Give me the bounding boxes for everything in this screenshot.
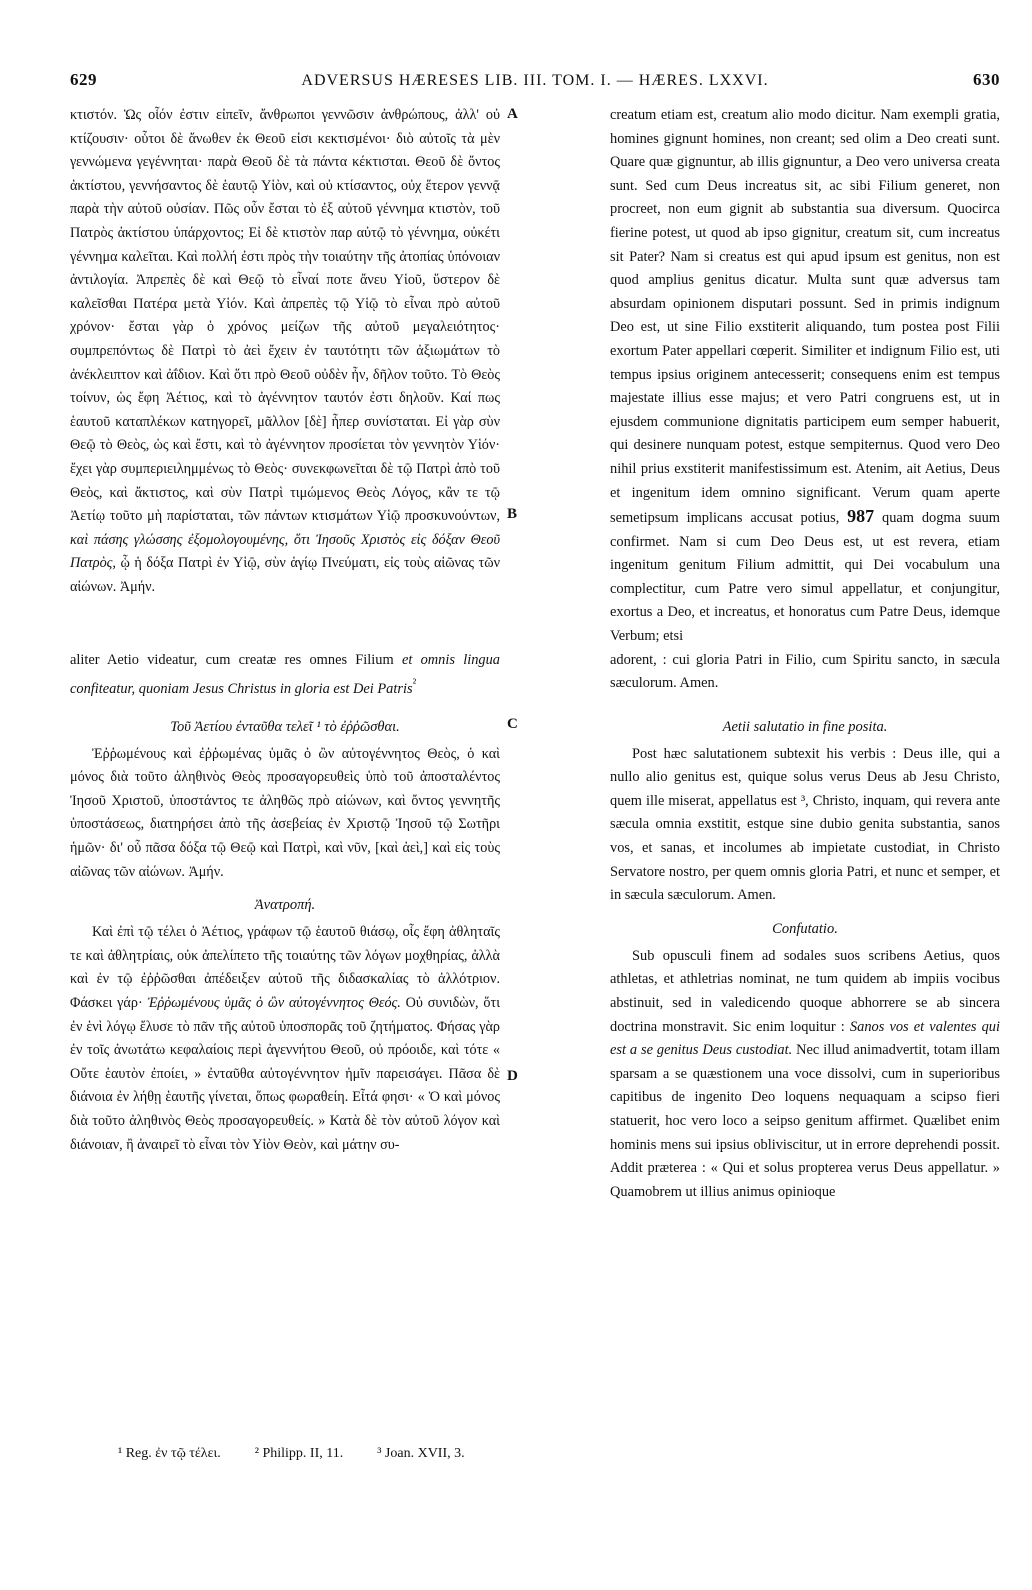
greek-p3-end: Οὐ συνιδὼν, ὅτι ἐν ἑνὶ λόγῳ ἔλυσε τὸ πᾶν τῆς αὐτοῦ ὑποσπορᾶς τοῦ ζητήματος. Φήσας γὰρ ἐν τοῖς ἀνωτάτω κεφαλαίοις περὶ ἀγεννήτου Θεοῦ, οὐ πρόοιδε, καὶ τότε « Οὔτε ἑαυτὸν ἐποίει, » ἐνταῦθα αὐτογέννητον ἡμῖν παρεισάγει. Πᾶσα δὲ διάνοια ἐν λήθῃ ἑαυτῆς γίνεται, ὅπως φωραθείη. Εἶτά φησι· « Ὁ καὶ μόνος διὰ τοῦτο ἀληθινὸς Θεὸς προσαγορευθείς. » Κατὰ δὲ τὸν αὐτοῦ λόγον καὶ διάνοιαν, ἢ ἀναιρεῖ τὸ εἶναι τὸν Υἱὸν Θεὸν, καὶ μάτην συ- [70, 994, 501, 1153]
greek-italic-quote: καὶ πάσης γλώσσης ἐξομολογουμένης, ὅτι Ἰησοῦς Χριστὸς εἰς δόξαν Θεοῦ Πατρὸς, [70, 531, 500, 572]
footnotes [118, 1446, 465, 1462]
greek-lower-column [70, 706, 500, 1205]
margin-marker-a: A [507, 106, 518, 122]
footnote-3: ³ Joan. XVII, 3. [377, 1446, 465, 1461]
greek-text: κτιστόν. Ὡς οἷόν ἐστιν εἰπεῖν, ἄνθρωποι γεννῶσιν ἀνθρώπους, ἀλλ' οὐ κτίζουσιν· οὗτοι δὲ ἄνωθεν ἐκ Θεοῦ εἰσι κεκτισμένοι· διὸ αὐτοῖς τὰ μὲν γεννώμενα γεγέννηται· παρὰ Θεοῦ δὲ τὰ πάντα κέκτισται. Θεοῦ δὲ ὄντος ἀκτίστου, γεννήσαντος δὲ ἑαυτῷ Υἱὸν, καὶ οὐ κτίσαντος, οὐχ ἕτερον γεννᾷ παρὰ τὴν αὐτοῦ οὐσίαν. Πῶς οὖν ἔσται τὸ ἐξ αὐτοῦ γέννημα κτιστὸν, τοῦ Πατρὸς ἀκτίστου ὑπάρχοντος; Εἰ δὲ κτιστὸν παρ αὐτῷ τὸ γέννημα, οὐκέτι γέννημα καλεῖται. Καὶ πολλή ἐστι πρὸς τὴν τοιαύτην τῆς ἀτοπίας ὑπόνοιαν ἀντιλογία. Ἀπρεπὲς δὲ καὶ Θεῷ τὸ εἶναί ποτε ἄνευ Υἱοῦ, ὕστερον δὲ καλεῖσθαι Πατέρα μετὰ Υἱόν. Καὶ ἀπρεπὲς τῷ Υἱῷ τὸ εἶναι πρὸ αὐτοῦ χρόνον· ἔσται γὰρ ὁ χρόνος μείζων τῆς αὐτοῦ μεγαλειότητος· συμπρεπόντως δὲ Πατρὶ τὸ ἀεὶ ἔχειν ἐν ταυτότητι τῶν ἀξιωμάτων τὸ ἀνέκλειπτον καὶ ἀΐδιον. Καὶ ὅτι πρὸ Θεοῦ οὐδὲν ἦν, δῆλον τοῦτο. Τὸ Θεὸς τοίνυν, ὡς ἔφη Ἀέτιος, καὶ τὸ ἀγέννητον ταυτόν ἐστι δηλοῦν. Καί πως ἑαυτοῦ καταπλέκων κατηγορεῖ, μᾶλλον [δὲ] ἧπερ συνίσταται. Εἰ γὰρ σὺν Θεῷ τὸ Θεὸς, ὡς καὶ ἔστι, καὶ τὸ ἀγέννητον προσίεται τὸν γεννητὸν Υἱόν· ἔχει γὰρ συμπεριειλημμένως τὸ Θεὸς· συνεκφωνεῖται δὲ τῷ Πατρὶ ἀπὸ τοῦ Θεὸς, καὶ ἄκτιστος, καὶ σὺν Πατρὶ τιμώμενος Θεὸς Λόγος, κἂν τε τῷ Ἀετίῳ τοῦτο μὴ παρίσταται, τῶν πάντων κτισμάτων Υἱῷ προσκυνούντων, [70, 107, 500, 525]
footnote-2: ² Philipp. II, 11. [254, 1446, 344, 1461]
page-number-left: 629 [70, 70, 97, 89]
latin-lower-column [610, 706, 1000, 1205]
latin-p3-text: Sub opusculi finem ad sodales suos scribens Aetius, quos athletas, et athletrias nominat, ne tum quidem ab impiis vocibus abstinuit, sed in valedicendo quoque abhorrere se ab sincera doctrina monstravit. Sic enim loquitur : [610, 947, 1000, 1035]
latin-p3-end: Nec illud animadvertit, totam illam sparsam a se quæstionem una voce dissolvi, cum in superioribus capitibus de ingenito Deo loquens nequaquam a scipso fieri statuerit, hoc vero loco a seipso genitum affirmet. Quælibet enim hominis mens sui ipsius obliviscitur, ut in errore deprehendi possit. Addit præterea : « Qui et solus propterea verus Deus appellatur. » Quamobrem ut illius animus opinioque [610, 1042, 1000, 1200]
latin-paragraph-2: Post hæc salutationem subtexit his verbis : Deus ille, qui a nullo alio genitus est, quique solus verus Deus ab Jesu Christo, quem ille miserat, appellatus est ³, Christo, inquam, qui revera ante sæcula omnia exstitit, estque sine dubio genita substantia, sanos vos, et sanas, et incolumes ab impietate custodiat, in Christo Servatore nostro, per quem omnis gloria Patri, et nunc et semper, et in sæcula sæculorum. Amen. [610, 745, 1000, 904]
latin-text: creatum etiam est, creatum alio modo dicitur. Nam exempli gratia, homines gignunt homines, non creant; sed olim a Deo creati sunt. Quare quæ gignuntur, ab illis gignuntur, a Deo vero universa creata sunt. Sed cum Deus increatus sit, ac sibi Filium generet, non procreet, non eum gignit ab substantia sua diversum. Quocirca fierine potest, ut quod ab ipso gignitur, creatum sit, cum increatus sit Pater? Nam si creatus est qui apud ipsum est genitus, non est quod amplius genitus dicatur. Multa sunt quæ adversus tam absurdam opinionem disputari possunt. Sed in primis indignum Deo est, ut sine Filio exstiterit aliquando, tum postea post Filii exortum Pater appellari cœperit. Similiter et indignum Filio est, uti tempus ipsius originem antecesserit; consequens enim est tempus majestate illius esse majus; et vero Patri congruens est, ut in ejusdem communione dignitatis participem eum semper habuerit, qui desinere nunquam potest, estque sempiternus. Quod vero Deo nihil prius exstiterit manifestissimum est. Atenim, ait Aetius, Deus et ingenitum idem omnino significant. Verum quam aperte semetipsum implicans accusat potius, [610, 107, 1000, 527]
lower-columns [70, 706, 1000, 1205]
greek-section-head-refutation: Ἀνατροπή. [254, 897, 316, 914]
latin-text-cont: quam dogma suum confirmet. Nam si cum Deo Deus est, ut est revera, etiam ingenitum genitum Filium admittit, qui Dei vocabulum una complectitur, cum Patre vero simul appellatur, et conjungitur, exortus a Deo, et increatus, et honoratus cum Patre Deus, idemque Verbum; etsi [610, 510, 1000, 645]
latin-tail-left [70, 649, 500, 702]
latin-section-head-refutation: Confutatio. [772, 920, 838, 937]
running-title: ADVERSUS HÆRESES LIB. III. TOM. I. — HÆRES. LXXVI. [301, 72, 769, 89]
latin-paragraph-1 [610, 104, 1000, 649]
latin-tail-end: : cui gloria Patri in Filio, cum Spiritu sancto, in sæcula sæculorum. Amen. [610, 651, 1000, 692]
latin-tail-right-text: adorent, [610, 651, 657, 668]
edition-page-number: 987 [847, 506, 875, 527]
footnote-ref-2: ² [412, 676, 417, 691]
greek-section-head-aetius: Τοῦ Ἀετίου ἐνταῦθα τελεῖ ¹ τὸ ἐῤῥῶσθαι. [170, 718, 400, 735]
latin-p3-italic: Sanos vos et valentes qui est a se genitus Deus custodiat. [610, 1018, 1000, 1059]
footnote-1: ¹ Reg. ἐν τῷ τέλει. [118, 1446, 221, 1461]
latin-column [610, 104, 1000, 649]
main-columns [70, 104, 1000, 649]
margin-marker-d: D [507, 1067, 518, 1084]
margin-marker-c: C [507, 715, 518, 732]
greek-p3-text: Καὶ ἐπὶ τῷ τέλει ὁ Ἀέτιος, γράφων τῷ ἑαυτοῦ θιάσῳ, οἷς ἔφη ἀθληταῖς τε καὶ ἀθλητρίαις, οὐκ ἀπελίπετο τῆς τοιαύτης τῶν λόγων μοχθηρίας, ἀλλὰ καὶ ἐν τῷ ἐῤῥῶσθαι ἀπέδειξεν αὐτοῦ τῆς διδασκαλίας τὸ ἀλλότριον. Φάσκει γάρ· [70, 924, 500, 1011]
greek-text-end: ᾧ ἡ δόξα Πατρὶ ἐν Υἱῷ, σὺν ἁγίῳ Πνεύματι, εἰς τοὺς αἰῶνας τῶν αἰώνων. Ἀμήν. [70, 555, 501, 595]
margin-marker-b: B [507, 506, 518, 522]
greek-p3-italic: Ἐῤῥωμένους ὑμᾶς ὁ ὢν αὐτογέννητος Θεός. [147, 994, 401, 1011]
running-head [70, 70, 1000, 94]
latin-tail-italic: et omnis lingua confiteatur, quoniam Jesus Christus in gloria est Dei Patris [70, 651, 500, 698]
page-number-right: 630 [973, 70, 1000, 89]
greek-paragraph-1 [70, 104, 500, 599]
latin-tail-text: aliter Aetio videatur, cum creatæ res omnes Filium [70, 651, 394, 668]
greek-paragraph-2: Ἐῤῥωμένους καὶ ἐῤῥωμένας ὑμᾶς ὁ ὢν αὐτογέννητος Θεὸς, ὁ καὶ μόνος διὰ τοῦτο ἀληθινὸς Θεὸς προσαγορευθεὶς ὑπὸ τοῦ ἀποσταλέντος Ἰησοῦ Χριστοῦ, ὑποστάντος τε ἀληθῶς πρὸ αἰώνων, καὶ ὄντος γεννητῆς ὑποστάσεως, διατηρήσει ἀπὸ τῆς ἀσεβείας ἐν Χριστῷ Ἰησοῦ τῷ Σωτῆρι ἡμῶν· δι' οὗ πᾶσα δόξα τῷ Θεῷ καὶ Πατρὶ, καὶ νῦν, [καὶ ἀεὶ,] καὶ εἰς τοὺς αἰῶνας τῶν αἰώνων. Ἀμήν. [70, 745, 500, 880]
latin-tail-right [610, 649, 1000, 702]
latin-paragraph-3 [610, 945, 1000, 1205]
greek-paragraph-3 [70, 921, 500, 1157]
latin-section-head-aetius: Aetii salutatio in fine posita. [722, 718, 888, 735]
latin-tail-row [70, 649, 1000, 702]
greek-column [70, 104, 500, 649]
